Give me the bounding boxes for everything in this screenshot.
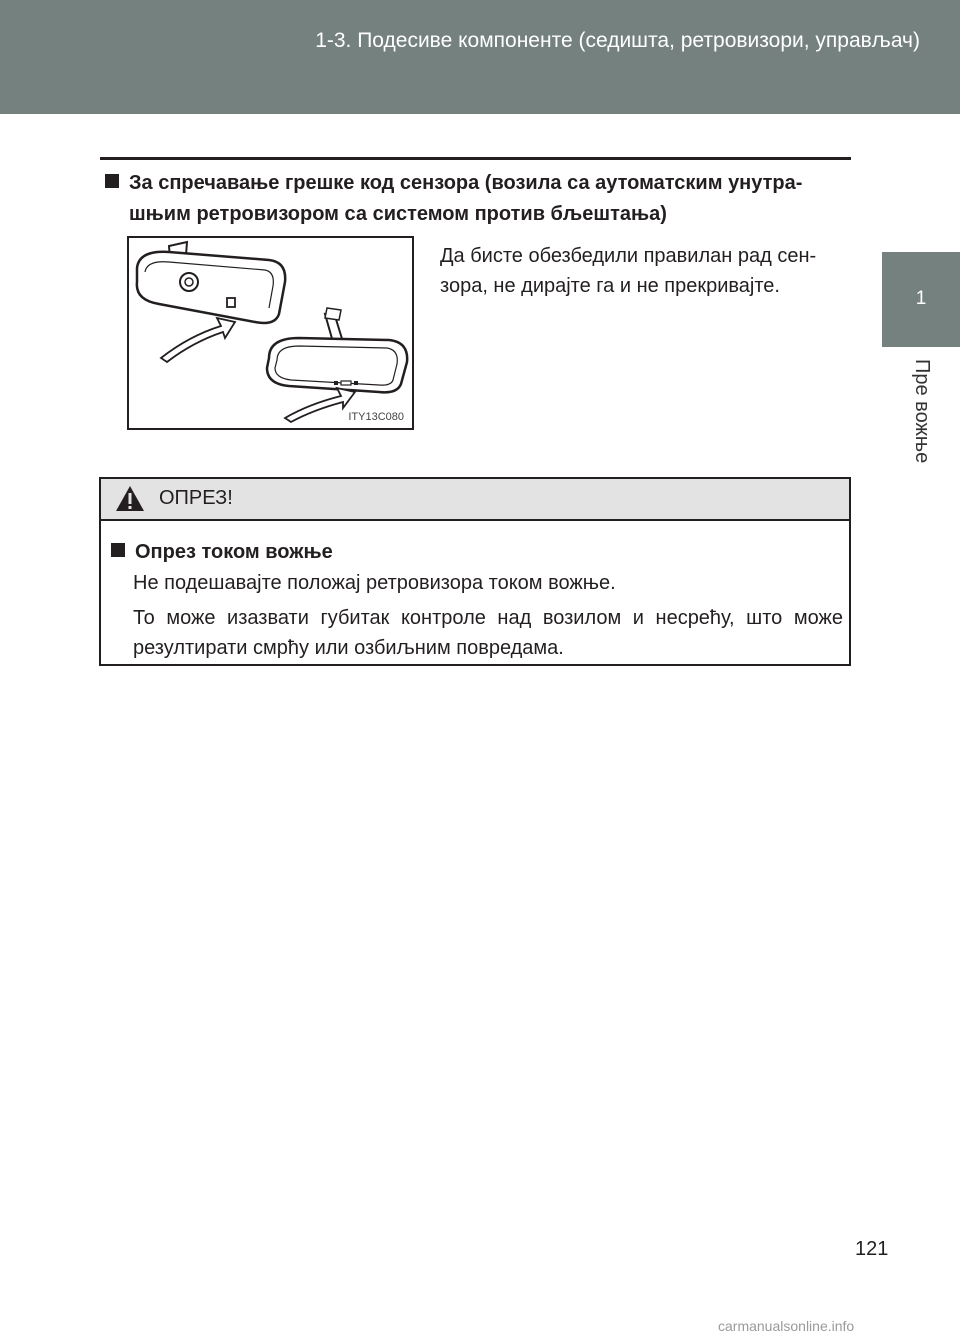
caution-box: [99, 477, 851, 666]
chapter-label: Пре вожње: [911, 359, 933, 464]
section-body: [440, 241, 852, 301]
section-body-line2: зора, не дирајте га и не прекривајте.: [440, 275, 780, 297]
warning-triangle-icon: [115, 485, 145, 512]
section-heading-line1: За спречавање грешке код сензора (возила са аутоматским унутра-: [129, 172, 803, 194]
chapter-number: 1: [915, 288, 927, 309]
section-rule: [100, 157, 851, 160]
bullet-square-icon: [105, 174, 119, 188]
caution-title: ОПРЕЗ!: [159, 487, 233, 509]
bullet-square-icon: [111, 543, 125, 557]
section-body-line1: Да бисте обезбедили правилан рад сен-: [440, 245, 817, 267]
watermark: carmanualsonline.info: [718, 1318, 855, 1334]
figure-id: ITY13C080: [348, 411, 404, 423]
page-number: 121: [855, 1238, 889, 1260]
chapter-label-box: [882, 347, 960, 507]
caution-paragraph-1: Не подешавајте положај ретровизора током вожње.: [133, 572, 616, 594]
chapter-tab: [882, 252, 960, 347]
caution-subheading: [111, 541, 333, 564]
mirror-sensor-figure: [127, 236, 414, 430]
header-title: 1-3. Подесиве компоненте (седишта, ретровизори, управљач): [315, 29, 920, 52]
caution-paragraph-2: То може изазвати губитак контроле над возилом и несрећу, што може резултирати смрћу или озбиљним повредама.: [133, 607, 843, 659]
caution-subheading-text: Опрез током вожње: [135, 541, 333, 563]
section-heading: [105, 168, 853, 230]
page-header: [0, 0, 960, 114]
caution-header: [101, 479, 849, 521]
mirror-illustration: [129, 238, 412, 428]
section-heading-line2: шњим ретровизором са системом против бљештања): [129, 203, 667, 225]
